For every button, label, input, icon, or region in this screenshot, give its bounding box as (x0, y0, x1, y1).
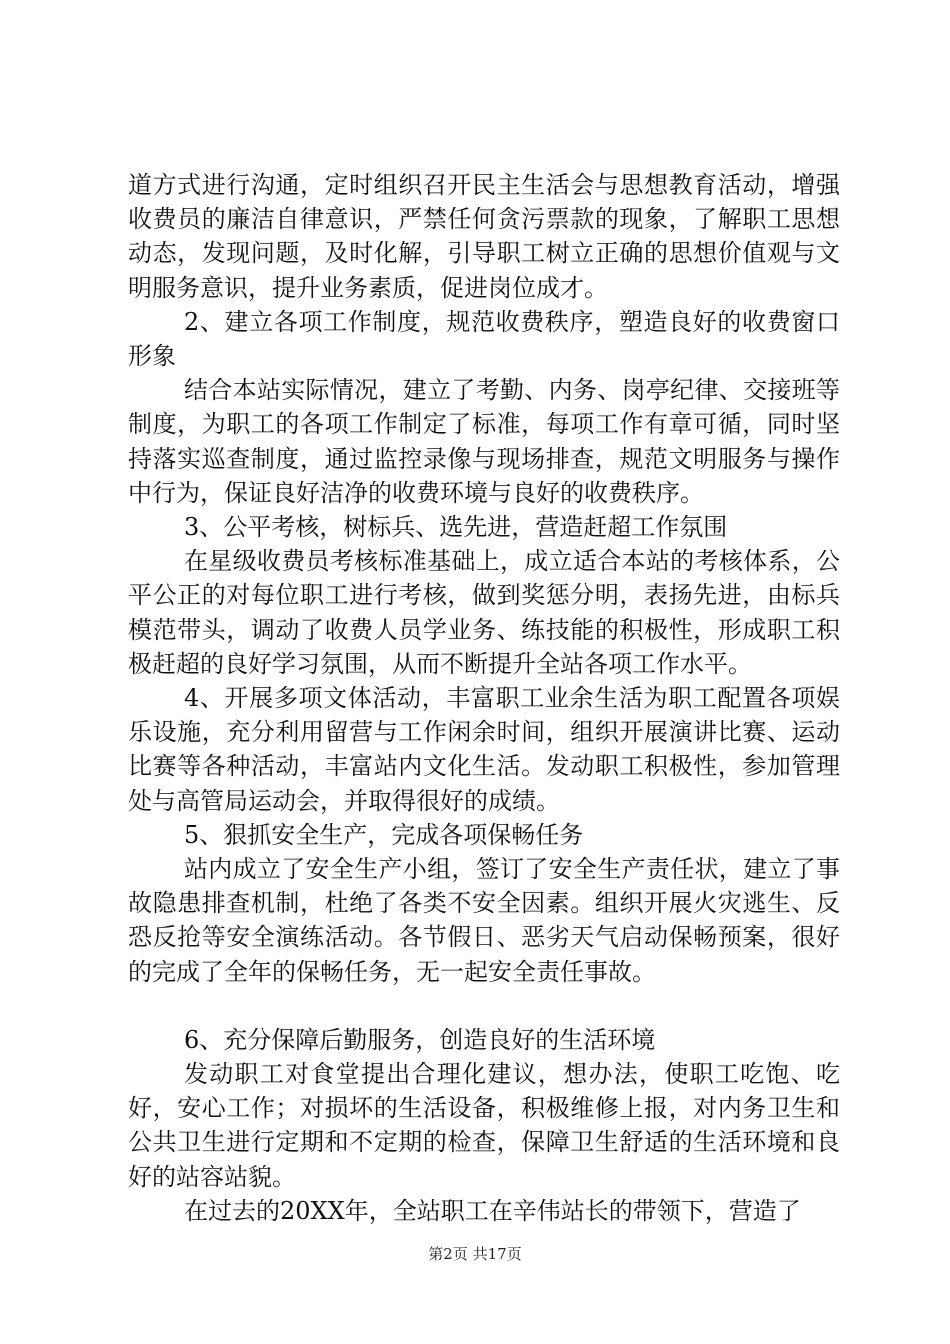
paragraph-section-6: 发动职工对食堂提出合理化建议，想办法，使职工吃饱、吃好，安心工作；对损坏的生活设备，积极维修上报，对内务卫生和公共卫生进行定期和不定期的检查，保障卫生舒适的生活环境和良好的站容站貌。 (128, 1060, 840, 1191)
paragraph-continuation: 道方式进行沟通，定时组织召开民主生活会与思想教育活动，增强收费员的廉洁自律意识，严禁任何贪污票款的现象，了解职工思想动态，发现问题，及时化解，引导职工树立正确的思想价值观与文明服务意识，提升业务素质，促进岗位成才。 (128, 171, 840, 302)
paragraph-section-5: 站内成立了安全生产小组，签订了安全生产责任状，建立了事故隐患排查机制，杜绝了各类不安全因素。组织开展火灾逃生、反恐反抢等安全演练活动。各节假日、恶劣天气启动保畅预案，很好的完成了全年的保畅任务，无一起安全责任事故。 (128, 855, 840, 986)
page-footer: 第2页 共17页 (428, 1245, 522, 1263)
section-heading-4: 4、开展多项文体活动，丰富职工业余生活为职工配置各项娱乐设施，充分利用留营与工作闲余时间，组织开展演讲比赛、运动比赛等各种活动，丰富站内文化生活。发动职工积极性，参加管理处与高管局运动会，并取得很好的成绩。 (128, 684, 840, 815)
paragraph-section-3: 在星级收费员考核标准基础上，成立适合本站的考核体系，公平公正的对每位职工进行考核，做到奖惩分明，表扬先进，由标兵模范带头，调动了收费人员学业务、练技能的积极性，形成职工积极赶超的良好学习氛围，从而不断提升全站各项工作水平。 (128, 547, 840, 678)
section-heading-2: 2、建立各项工作制度，规范收费秩序，塑造良好的收费窗口形象 (128, 307, 840, 371)
section-heading-5: 5、狠抓安全生产，完成各项保畅任务 (184, 820, 584, 849)
paragraph-section-2: 结合本站实际情况，建立了考勤、内务、岗亭纪律、交接班等制度，为职工的各项工作制定了标准，每项工作有章可循，同时坚持落实巡查制度，通过监控录像与现场排查，规范文明服务与操作中行为，保证良好洁净的收费环境与良好的收费秩序。 (128, 376, 840, 507)
section-heading-6: 6、充分保障后勤服务，创造良好的生活环境 (184, 1025, 656, 1054)
document-body (128, 168, 840, 1228)
section-heading-3: 3、公平考核，树标兵、选先进，营造赶超工作氛围 (184, 513, 728, 542)
paragraph-summary: 在过去的20XX年，全站职工在辛伟站长的带领下，营造了 (184, 1196, 801, 1225)
